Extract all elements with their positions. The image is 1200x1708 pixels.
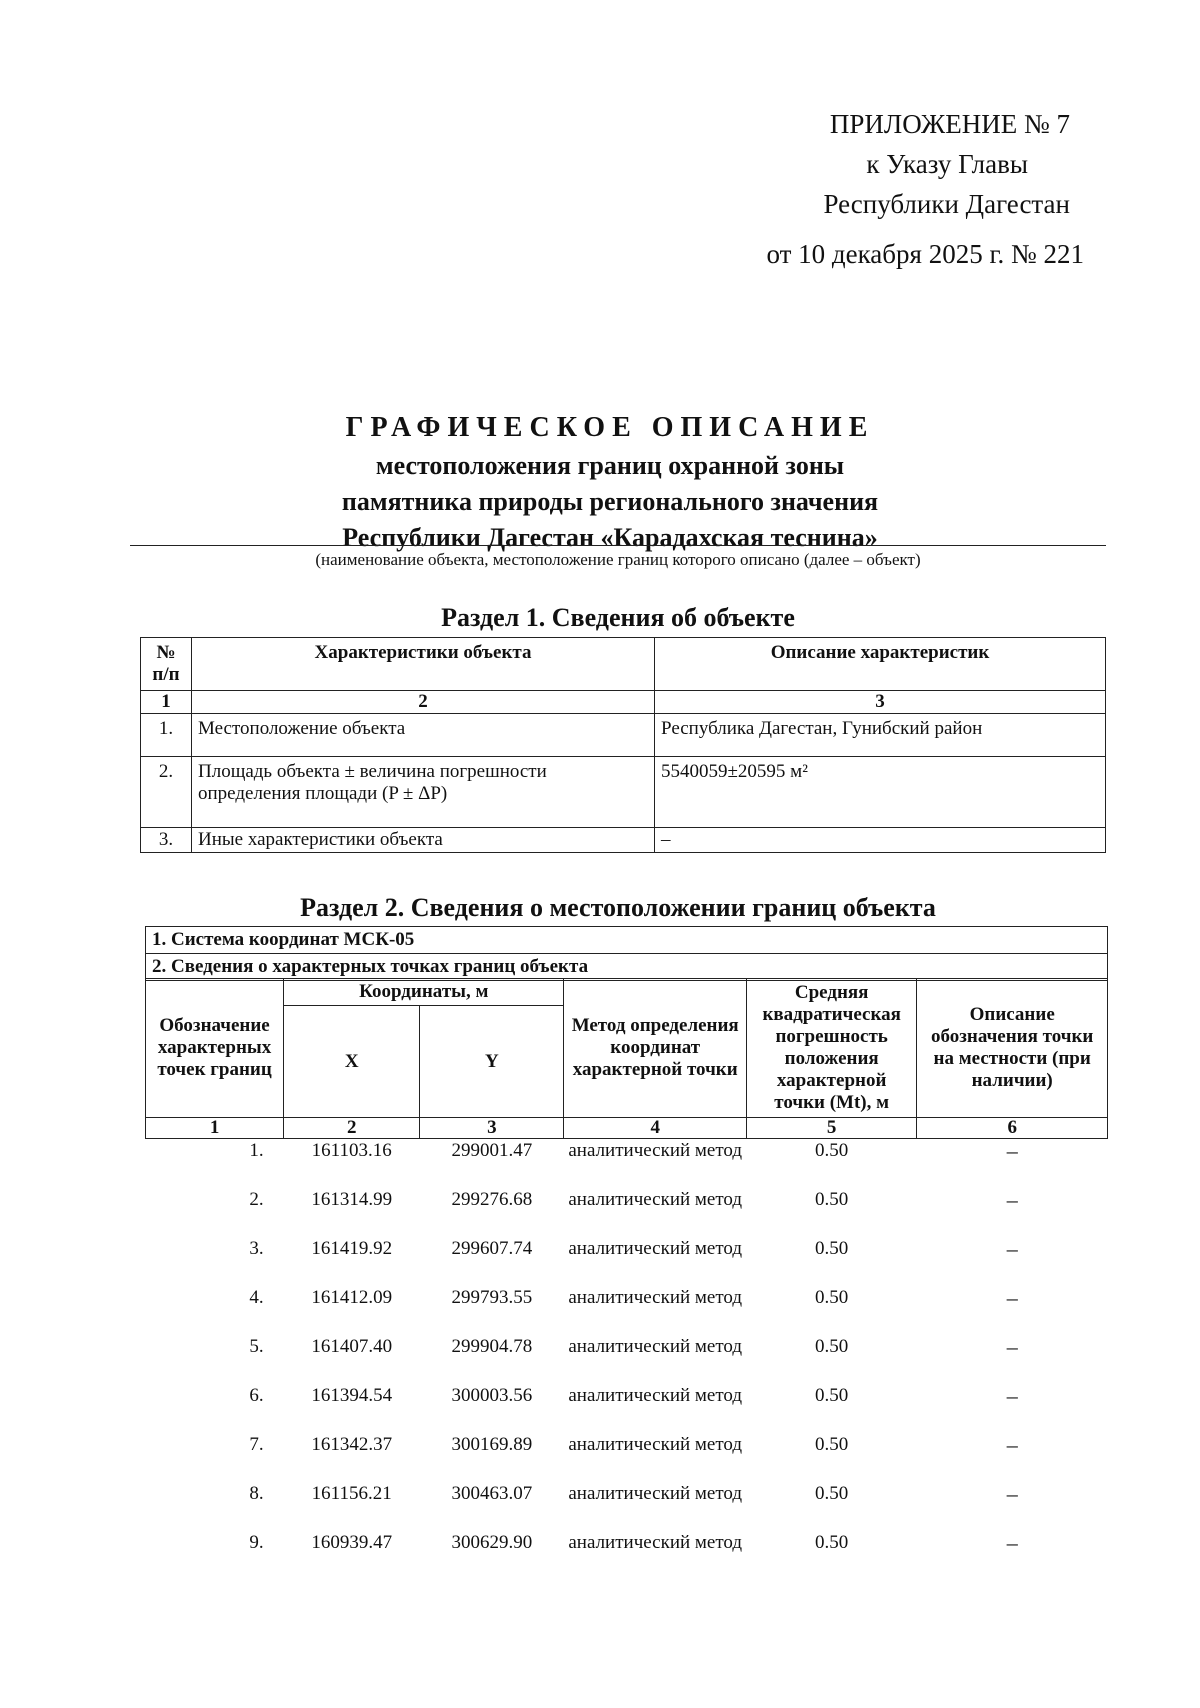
- appendix-header: [650, 104, 1084, 274]
- point-y: 299793.55: [451, 1286, 533, 1308]
- point-error: 0.50: [815, 1433, 849, 1455]
- table-row: [146, 1188, 1108, 1237]
- point-method: аналитический метод: [568, 1237, 743, 1259]
- point-error: 0.50: [815, 1188, 849, 1210]
- row-value: 5540059±20595 м²: [655, 757, 1106, 828]
- table-row: [141, 828, 1106, 853]
- title-main: ГРАФИЧЕСКОЕ ОПИСАНИЕ: [345, 412, 875, 443]
- table-header-row: [141, 638, 1106, 691]
- point-x: 161103.16: [311, 1140, 392, 1161]
- point-description: –: [1006, 1431, 1018, 1457]
- point-y: 299607.74: [451, 1237, 533, 1259]
- table-row: [141, 757, 1106, 828]
- table-row: [146, 1384, 1108, 1433]
- table-row: [146, 1286, 1108, 1335]
- point-description: –: [1006, 1529, 1018, 1555]
- point-number: 4.: [249, 1286, 264, 1308]
- header-error: Средняя квадратическая погрешность положения характерной точки (Mt), м: [746, 979, 916, 1118]
- points-title: 2. Сведения о характерных точках границ объекта: [146, 953, 1107, 980]
- column-number: 2: [284, 1118, 420, 1139]
- section2-title: Раздел 2. Сведения о местоположении границ объекта: [300, 893, 936, 922]
- title-line-2: памятника природы регионального значения: [341, 487, 879, 516]
- point-error: 0.50: [815, 1237, 849, 1259]
- point-number: 3.: [249, 1237, 264, 1259]
- table-row: [146, 1482, 1108, 1531]
- section1-title: Раздел 1. Сведения об объекте: [441, 603, 795, 632]
- header-method: Метод определения координат характерной точки: [564, 979, 747, 1118]
- title-line-1: местоположения границ охранной зоны: [375, 451, 845, 480]
- title-caption: (наименование объекта, местоположение границ которого описано (далее – объект): [315, 550, 921, 569]
- table-row: [141, 714, 1106, 757]
- column-number: 4: [564, 1118, 747, 1139]
- point-method: аналитический метод: [568, 1140, 743, 1161]
- header-point-description: Описание обозначения точки на местности (при наличии): [917, 979, 1108, 1118]
- point-error: 0.50: [815, 1531, 849, 1553]
- point-description: –: [1006, 1186, 1018, 1212]
- point-number: 7.: [249, 1433, 264, 1455]
- point-method: аналитический метод: [568, 1188, 743, 1210]
- point-x: 161314.99: [311, 1188, 393, 1210]
- row-value: Республика Дагестан, Гунибский район: [655, 714, 1106, 757]
- point-error: 0.50: [815, 1140, 849, 1161]
- appendix-date: от 10 декабря 2025 г. № 221: [766, 239, 1084, 269]
- row-name: Иные характеристики объекта: [192, 828, 655, 853]
- column-number: 1: [146, 1118, 284, 1139]
- appendix-republic: Республики Дагестан: [823, 189, 1070, 219]
- column-number: 6: [917, 1118, 1108, 1139]
- row-num: 3.: [141, 828, 192, 853]
- document-title: [130, 412, 1090, 556]
- table-row: [146, 1139, 1108, 1188]
- point-x: 160939.47: [311, 1531, 393, 1553]
- point-method: аналитический метод: [568, 1384, 743, 1406]
- point-y: 300169.89: [451, 1433, 533, 1455]
- header-x: X: [284, 1006, 420, 1118]
- column-number: 2: [192, 691, 655, 714]
- point-description: –: [1006, 1235, 1018, 1261]
- column-number-row: [141, 691, 1106, 714]
- point-y: 299276.68: [451, 1188, 533, 1210]
- row-num: 1.: [141, 714, 192, 757]
- appendix-number: ПРИЛОЖЕНИЕ № 7: [829, 109, 1070, 139]
- point-number: 6.: [249, 1384, 264, 1406]
- appendix-decree: к Указу Главы: [866, 149, 1028, 179]
- point-description: –: [1006, 1382, 1018, 1408]
- object-info-table: [140, 637, 1106, 853]
- coordinate-system-box: [145, 926, 1108, 981]
- point-error: 0.50: [815, 1335, 849, 1357]
- table-row: [146, 1335, 1108, 1384]
- header-coords: Координаты, м: [284, 979, 564, 1006]
- point-method: аналитический метод: [568, 1482, 743, 1504]
- title-line-3: Республики Дагестан «Карадахская теснина»: [342, 523, 878, 552]
- point-description: –: [1006, 1480, 1018, 1506]
- point-x: 161342.37: [311, 1433, 393, 1455]
- point-y: 299001.47: [451, 1140, 533, 1161]
- point-method: аналитический метод: [568, 1286, 743, 1308]
- header-description: Описание характеристик: [655, 638, 1106, 691]
- point-error: 0.50: [815, 1384, 849, 1406]
- point-x: 161156.21: [311, 1482, 392, 1504]
- column-number: 3: [655, 691, 1106, 714]
- table-row: [146, 1531, 1108, 1580]
- title-underline: [130, 545, 1106, 546]
- point-y: 300003.56: [451, 1384, 533, 1406]
- row-num: 2.: [141, 757, 192, 828]
- point-method: аналитический метод: [568, 1433, 743, 1455]
- table-header-row: [146, 979, 1108, 1006]
- point-x: 161419.92: [311, 1237, 393, 1259]
- column-number-row: [146, 1118, 1108, 1139]
- point-error: 0.50: [815, 1482, 849, 1504]
- column-number: 5: [746, 1118, 916, 1139]
- point-description: –: [1006, 1333, 1018, 1359]
- table-row: [146, 1433, 1108, 1482]
- point-number: 9.: [249, 1531, 264, 1553]
- header-num: № п/п: [141, 638, 192, 691]
- row-name: Местоположение объекта: [192, 714, 655, 757]
- table-row: [146, 1237, 1108, 1286]
- point-number: 2.: [249, 1188, 264, 1210]
- point-x: 161394.54: [311, 1384, 393, 1406]
- point-x: 161407.40: [311, 1335, 393, 1357]
- coordinate-system: 1. Система координат МСК-05: [152, 929, 415, 950]
- point-y: 300629.90: [451, 1531, 533, 1553]
- header-characteristic: Характеристики объекта: [192, 638, 655, 691]
- point-x: 161412.09: [311, 1286, 393, 1308]
- column-number: 3: [420, 1118, 564, 1139]
- row-name: Площадь объекта ± величина погрешности определения площади (P ± ΔP): [192, 757, 655, 828]
- point-error: 0.50: [815, 1286, 849, 1308]
- point-description: –: [1006, 1284, 1018, 1310]
- point-number: 5.: [249, 1335, 264, 1357]
- point-method: аналитический метод: [568, 1335, 743, 1357]
- header-y: Y: [420, 1006, 564, 1118]
- row-value: –: [655, 828, 1106, 853]
- point-number: 1.: [249, 1140, 264, 1161]
- point-number: 8.: [249, 1482, 264, 1504]
- column-number: 1: [141, 691, 192, 714]
- boundary-points-table: [145, 978, 1108, 1580]
- point-description: –: [1006, 1138, 1018, 1163]
- point-y: 299904.78: [451, 1335, 533, 1357]
- header-designation: Обозначение характерных точек границ: [146, 979, 284, 1118]
- point-method: аналитический метод: [568, 1531, 743, 1553]
- point-y: 300463.07: [451, 1482, 533, 1504]
